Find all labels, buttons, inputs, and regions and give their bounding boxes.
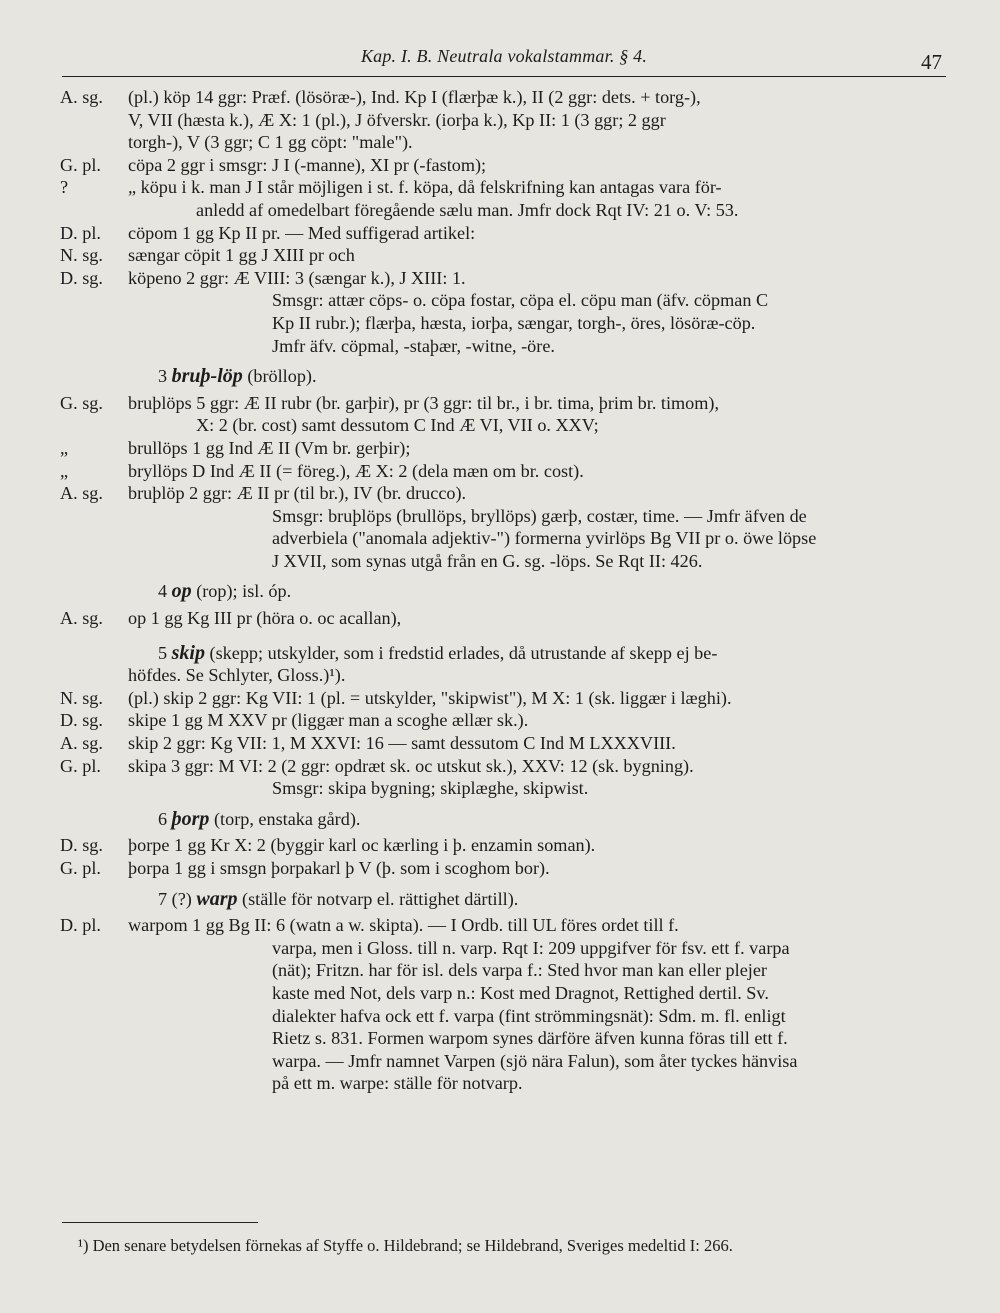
lemma-number: 3	[158, 366, 168, 387]
compounds-note: Smsgr: attær cöps- o. cöpa fostar, cöpa el. cöpu man (äfv. cöpman C	[272, 290, 769, 311]
case-label: G. pl.	[60, 858, 101, 878]
form-entry	[60, 607, 950, 630]
entry-continuation: torgh-), V (3 ggr; C 1 gg cöpt: "male").	[128, 132, 413, 153]
entry-text: brullöps 1 gg Ind Æ II (Vm br. gerþir);	[128, 437, 411, 458]
lemma-number: 4	[158, 581, 168, 602]
entry-text: skipe 1 gg M XXV pr (liggær man a scoghe ællær sk.).	[128, 710, 529, 731]
running-title: Kap. I. B. Neutrala vokalstammar. § 4.	[360, 46, 648, 66]
form-entry	[60, 857, 950, 880]
form-entry	[60, 834, 950, 857]
compounds-note: adverbiela ("anomala adjektiv-") formerna yvirlöps Bg VII pr o. öwe löpse	[272, 528, 817, 549]
lemma-word: bruþ-löp	[171, 365, 243, 388]
lemma-heading	[60, 365, 950, 388]
form-entry	[60, 687, 950, 710]
form-entry	[60, 732, 950, 755]
case-label: A. sg.	[60, 608, 103, 629]
compounds-note: Kp II rubr.); flærþa, hæsta, iorþa, sængar, torgh-, öres, lösöræ-cöp.	[272, 312, 756, 333]
case-label: G. pl.	[60, 154, 101, 175]
form-entry	[60, 244, 950, 267]
case-label: „	[60, 437, 69, 458]
case-label: G. sg.	[60, 392, 103, 413]
lemma-gloss: (skepp; utskylder, som i fredstid erlades, då utrustande af skepp ej be-	[209, 642, 718, 663]
entry-text: (pl.) skip 2 ggr: Kg VII: 1 (pl. = utskylder, "skipwist"), M X: 1 (sk. liggær i læghi).	[128, 687, 732, 708]
form-entry	[60, 755, 950, 778]
page-body	[60, 86, 950, 1095]
form-entry	[60, 86, 950, 109]
entry-text: „ köpu i k. man J I står möjligen i st. f. köpa, då felskrifning kan antagas vara för-	[128, 177, 722, 198]
entry-text: bryllöps D Ind Æ II (= föreg.), Æ X: 2 (dela mæn om br. cost).	[128, 460, 584, 481]
lemma-word: warp	[196, 887, 238, 910]
case-label: D. sg.	[60, 267, 103, 288]
case-label: ?	[60, 177, 69, 198]
form-entry	[60, 460, 950, 483]
form-entry	[60, 914, 950, 937]
form-entry	[60, 437, 950, 460]
case-label: A. sg.	[60, 483, 103, 504]
lemma-gloss-continuation: höfdes. Se Schlyter, Gloss.)¹).	[128, 665, 346, 686]
lemma-gloss: (torp, enstaka gård).	[213, 808, 361, 829]
form-entry	[60, 392, 950, 415]
form-entry	[60, 267, 950, 290]
form-entry	[60, 176, 950, 199]
entry-text: bruþlöp 2 ggr: Æ II pr (til br.), IV (br. drucco).	[128, 483, 467, 504]
case-label: A. sg.	[60, 733, 103, 754]
lemma-gloss: (rop); isl. óp.	[196, 581, 292, 602]
lemma-gloss: (bröllop).	[247, 366, 317, 387]
lemma-heading	[60, 580, 950, 603]
case-label: „	[60, 460, 69, 481]
form-entry	[60, 482, 950, 505]
entry-continuation: varpa, men i Gloss. till n. varp. Rqt I: 209 uppgifver för fsv. ett f. varpa	[272, 937, 790, 958]
entry-continuation: X: 2 (br. cost) samt dessutom C Ind Æ VI, VII o. XXV;	[196, 415, 599, 436]
entry-continuation: (nät); Fritzn. har för isl. dels varpa f.: Sted hvor man kan eller plejer	[272, 960, 767, 981]
case-label: D. pl.	[60, 915, 101, 936]
entry-text: cöpom 1 gg Kp II pr. — Med suffigerad artikel:	[128, 222, 476, 243]
entry-text: þorpa 1 gg i smsgn þorpakarl þ V (þ. som i scoghom bor).	[128, 858, 550, 878]
compounds-note: Smsgr: bruþlöps (brullöps, bryllöps) gærþ, costær, time. — Jmfr äfven de	[272, 505, 807, 526]
running-header	[62, 40, 946, 77]
entry-continuation: warpa. — Jmfr namnet Varpen (sjö nära Falun), som åter tyckes hänvisa	[272, 1050, 798, 1071]
entry-text: bruþlöps 5 ggr: Æ II rubr (br. garþir), pr (3 ggr: til br., i br. tima, þrim br. timom),	[128, 392, 720, 413]
entry-text: warpom 1 gg Bg II: 6 (watn a w. skipta). — I Ordb. till UL föres ordet till f.	[128, 915, 679, 936]
entry-text: köpeno 2 ggr: Æ VIII: 3 (sængar k.), J XIII: 1.	[128, 267, 466, 288]
lemma-gloss: (ställe för notvarp el. rättighet därtill).	[242, 888, 519, 909]
lemma-heading	[60, 642, 950, 665]
case-label: D. pl.	[60, 222, 101, 243]
case-label: D. sg.	[60, 835, 103, 856]
form-entry	[60, 222, 950, 245]
compounds-note: Jmfr äfv. cöpmal, -staþær, -witne, -öre.	[272, 335, 555, 356]
lemma-number: 6	[158, 808, 168, 829]
entry-continuation: på ett m. warpe: ställe för notvarp.	[272, 1073, 523, 1094]
lemma-word: þorp	[171, 807, 210, 830]
lemma-heading	[60, 808, 950, 831]
footnote-rule	[62, 1222, 258, 1223]
compounds-note: Smsgr: skipa bygning; skiplæghe, skipwist.	[272, 778, 589, 799]
page-number: 47	[921, 50, 942, 74]
case-label: D. sg.	[60, 710, 103, 731]
entry-continuation: dialekter hafva ock ett f. varpa (fint strömmingsnät): Sdm. m. fl. enligt	[272, 1005, 786, 1026]
entry-text: (pl.) köp 14 ggr: Præf. (lösöræ-), Ind. Kp I (flærþæ k.), II (2 ggr: dets. + torg-),	[128, 87, 701, 107]
case-label: N. sg.	[60, 687, 103, 708]
entry-text: þorpe 1 gg Kr X: 2 (byggir karl oc kærling i þ. enzamin soman).	[128, 835, 596, 856]
form-entry	[60, 709, 950, 732]
entry-continuation: kaste med Not, dels varp n.: Kost med Dragnot, Rettighed dertil. Sv.	[272, 982, 769, 1003]
lemma-word: skip	[171, 641, 205, 664]
footnote: ¹) Den senare betydelsen förnekas af Styffe o. Hildebrand; se Hildebrand, Sveriges medeltid I: 266.	[78, 1236, 733, 1255]
entry-text: cöpa 2 ggr i smsgr: J I (-manne), XI pr (-fastom);	[128, 154, 487, 175]
lemma-heading	[60, 888, 950, 911]
entry-continuation: anledd af omedelbart föregående sælu man. Jmfr dock Rqt IV: 21 o. V: 53.	[196, 199, 739, 220]
entry-text: skip 2 ggr: Kg VII: 1, M XXVI: 16 — samt dessutom C Ind M LXXXVIII.	[128, 733, 676, 754]
case-label: G. pl.	[60, 755, 101, 776]
lemma-word: op	[171, 580, 192, 603]
case-label: A. sg.	[60, 87, 103, 107]
form-entry	[60, 154, 950, 177]
entry-continuation: V, VII (hæsta k.), Æ X: 1 (pl.), J öfverskr. (iorþa k.), Kp II: 1 (3 ggr; 2 ggr	[128, 109, 666, 130]
case-label: N. sg.	[60, 245, 103, 266]
entry-text: skipa 3 ggr: M VI: 2 (2 ggr: opdræt sk. oc utskut sk.), XXV: 12 (sk. bygning).	[128, 755, 694, 776]
lemma-number: 7 (?)	[158, 888, 192, 909]
lemma-number: 5	[158, 642, 168, 663]
entry-text: sængar cöpit 1 gg J XIII pr och	[128, 245, 355, 266]
compounds-note: J XVII, som synas utgå från en G. sg. -löps. Se Rqt II: 426.	[272, 550, 703, 571]
entry-continuation: Rietz s. 831. Formen warpom synes därföre äfven kunna föras till ett f.	[272, 1028, 788, 1049]
entry-text: op 1 gg Kg III pr (höra o. oc acallan),	[128, 608, 402, 629]
